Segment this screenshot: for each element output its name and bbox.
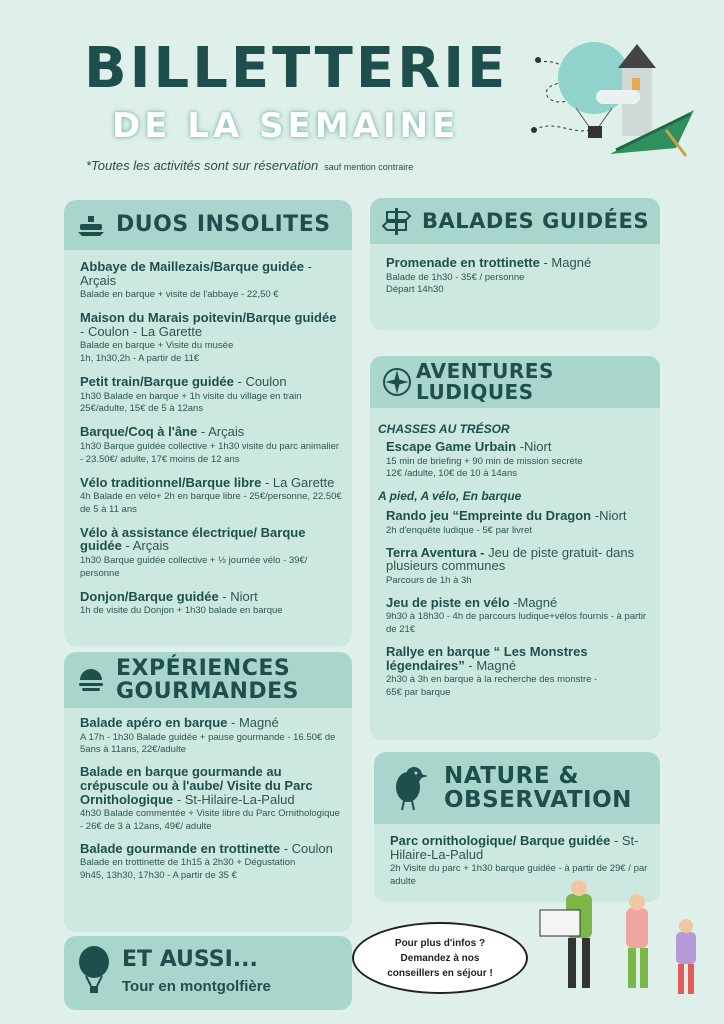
balades-guidees-panel bbox=[370, 198, 660, 330]
list-item bbox=[80, 476, 342, 517]
list-item bbox=[80, 526, 342, 581]
aventures-ludiques-title: AVENTURES LUDIQUES bbox=[416, 359, 554, 404]
aventures-ludiques-header bbox=[370, 356, 660, 408]
list-item bbox=[386, 440, 650, 481]
activity-location: - Magné bbox=[231, 715, 279, 730]
activity-title: Barque/Coq à l'âne bbox=[80, 424, 198, 440]
activity-name bbox=[80, 765, 342, 806]
compass-icon bbox=[382, 367, 412, 397]
activity-title: Maison du Marais poitevin/Barque guidée bbox=[80, 310, 337, 326]
activity-location: - La Garette bbox=[264, 474, 335, 490]
header-illustration bbox=[526, 38, 706, 168]
aventures-ludiques-content bbox=[370, 408, 660, 700]
duos-insolites-list bbox=[64, 250, 352, 618]
activity-description: 1h30 Barque guidée collective + ½ journée vélo - 39€/ personne bbox=[80, 555, 308, 579]
list-item bbox=[80, 842, 342, 883]
experiences-gourmandes-title bbox=[116, 657, 299, 703]
subtitle-note: sauf mention contraire bbox=[324, 162, 414, 172]
nature-observation-title bbox=[444, 764, 632, 812]
list-item bbox=[386, 509, 650, 537]
activity-location: - Magné bbox=[468, 657, 517, 673]
list-item bbox=[386, 596, 650, 637]
activity-title: Petit train/Barque guidée bbox=[80, 374, 234, 389]
nature-observation-header bbox=[374, 752, 660, 824]
activity-name bbox=[80, 260, 342, 287]
activity-title: Rando jeu “Empreinte du Dragon bbox=[386, 508, 592, 524]
activity-title: Rallye en barque “ Les Monstres légendaires” bbox=[386, 644, 588, 673]
activity-name bbox=[80, 425, 342, 439]
signpost-icon bbox=[382, 206, 412, 236]
activity-title: Parc ornithologique/ Barque guidée bbox=[390, 833, 611, 848]
activity-title: Balade en barque gourmande au crépuscule ou à l'aube/ Visite du Parc Ornithologique bbox=[80, 764, 313, 807]
activity-title: Donjon/Barque guidée bbox=[80, 588, 219, 604]
bubble-line2: Demandez à nos bbox=[400, 952, 480, 964]
bubble-line3: conseillers en séjour ! bbox=[387, 967, 493, 979]
activity-location: - Arçais bbox=[125, 538, 169, 554]
list-item bbox=[386, 256, 650, 297]
experiences-title-line2: GOURMANDES bbox=[116, 679, 300, 704]
experiences-title-line1: EXPÉRIENCES bbox=[116, 655, 291, 681]
category-chasses-tresor: CHASSES AU TRÉSOR bbox=[378, 422, 510, 436]
activity-title: Vélo traditionnel/Barque libre bbox=[80, 474, 262, 490]
experiences-gourmandes-list bbox=[64, 708, 352, 883]
list-item bbox=[80, 765, 342, 834]
category-a-pied-velo-barque: A pied, A vélo, En barque bbox=[378, 489, 522, 504]
activity-name bbox=[80, 375, 342, 389]
activity-name bbox=[80, 590, 342, 604]
activity-description: Balade en barque + Visite du musée 1h, 1h30,2h - A partir de 11€ bbox=[80, 340, 234, 365]
activity-location: Jeu de piste gratuit- dans plusieurs communes bbox=[386, 544, 635, 574]
activity-name bbox=[386, 645, 650, 672]
activity-title: Vélo à assistance électrique/ Barque guidée bbox=[80, 524, 306, 554]
a-pied-velo-barque-list bbox=[370, 509, 660, 700]
balades-guidees-title: BALADES GUIDÉES bbox=[422, 208, 649, 233]
chasses-tresor-list bbox=[370, 440, 660, 481]
boat-icon bbox=[76, 210, 106, 240]
activity-description: 2h d'enquête ludique - 5€ par livret bbox=[386, 524, 532, 536]
list-item bbox=[80, 716, 342, 757]
list-item bbox=[386, 546, 650, 588]
balades-guidees-list bbox=[370, 244, 660, 297]
activity-location: - Magné bbox=[543, 255, 592, 270]
activity-name bbox=[80, 526, 342, 553]
activity-location: - Coulon bbox=[237, 374, 287, 389]
list-item bbox=[80, 590, 342, 618]
activity-name bbox=[386, 546, 650, 573]
activity-location: - Arçais bbox=[200, 424, 245, 440]
experiences-gourmandes-panel bbox=[64, 652, 352, 932]
activity-description: 2h Visite du parc + 1h30 barque guidée - à partir de 29€ / par adulte bbox=[390, 863, 648, 888]
sunset-icon bbox=[76, 665, 106, 695]
et-aussi-title: ET AUSSI... bbox=[122, 947, 258, 972]
bubble-line1: Pour plus d'infos ? bbox=[394, 937, 486, 949]
activity-name bbox=[390, 834, 650, 861]
activity-location: -Niort bbox=[594, 508, 627, 524]
activity-title: Balade gourmande en trottinette bbox=[80, 840, 281, 856]
activity-title: Terra Aventura - bbox=[386, 544, 485, 560]
page-title-line2: DE LA SEMAINE bbox=[112, 106, 460, 146]
activity-description: 4h Balade en vélo+ 2h en barque libre - 25€/personne, 22.50€ de 5 à 11 ans bbox=[80, 491, 342, 515]
et-aussi-panel bbox=[64, 936, 352, 1010]
activity-name bbox=[80, 311, 342, 338]
list-item bbox=[80, 375, 342, 416]
activity-name bbox=[386, 256, 650, 270]
hot-air-balloon-icon bbox=[78, 946, 110, 996]
activity-location: -Niort bbox=[519, 439, 552, 454]
activity-description: 1h30 Balade en barque + 1h visite du village en train 25€/adulte, 15€ de 5 à 12ans bbox=[80, 390, 302, 415]
page-title: BILLETTERIE bbox=[84, 36, 509, 101]
subtitle bbox=[86, 158, 413, 173]
activity-title: Abbaye de Maillezais/Barque guidée bbox=[80, 259, 304, 274]
list-item bbox=[80, 425, 342, 466]
experiences-gourmandes-header bbox=[64, 652, 352, 708]
activity-location: - Coulon bbox=[283, 840, 333, 856]
activity-description: 15 min de briefing + 90 min de mission secrète 12€ /adulte, 10€ de 10 à 14ans bbox=[386, 455, 583, 480]
activity-location: - St-Hilaire-La-Palud bbox=[390, 833, 639, 862]
et-aussi-item: Tour en montgolfière bbox=[122, 978, 271, 995]
activity-name bbox=[80, 842, 342, 856]
activity-name bbox=[386, 509, 650, 523]
info-speech-bubble bbox=[352, 922, 528, 994]
activity-description: 4h30 Balade commentée + Visite libre du Parc Ornithologique - 26€ de 3 à 12ans, 49€/ adulte bbox=[80, 808, 340, 832]
list-item bbox=[80, 311, 342, 366]
activity-title: Promenade en trottinette bbox=[386, 255, 540, 270]
activity-description: Balade en barque + visite de l'abbaye - 22,50 € bbox=[80, 289, 279, 301]
activity-description: A 17h - 1h30 Balade guidée + pause gourmande - 16.50€ de 5ans à 11ans, 22€/adulte bbox=[80, 731, 336, 756]
activity-description: Parcours de 1h à 3h bbox=[386, 575, 472, 586]
activity-name bbox=[80, 716, 342, 730]
activity-location: - Arçais bbox=[80, 259, 312, 288]
hikers-illustration bbox=[536, 880, 716, 1020]
activity-description: 1h30 Barque guidée collective + 1h30 visite du parc animalier - 23.50€/ adulte, 17€ moins de 12 ans bbox=[80, 440, 340, 465]
activity-name bbox=[386, 596, 650, 610]
duos-insolites-header bbox=[64, 200, 352, 250]
activity-description: Balade de 1h30 - 35€ / personne Départ 14h30 bbox=[386, 271, 525, 296]
activity-location: - Niort bbox=[222, 588, 258, 604]
activity-location: -Magné bbox=[513, 594, 558, 610]
list-item bbox=[386, 645, 650, 700]
activity-title: Escape Game Urbain bbox=[386, 439, 517, 454]
activity-name bbox=[386, 440, 650, 454]
subtitle-text: *Toutes les activités sont sur réservation bbox=[86, 158, 319, 173]
nature-title-line1: NATURE & bbox=[444, 762, 580, 789]
nature-title-line2: OBSERVATION bbox=[444, 787, 632, 813]
list-item bbox=[80, 260, 342, 302]
balades-guidees-header bbox=[370, 198, 660, 244]
activity-description: 1h de visite du Donjon + 1h30 balade en barque bbox=[80, 605, 283, 617]
duos-insolites-title: DUOS INSOLITES bbox=[116, 212, 331, 238]
bird-icon bbox=[390, 765, 428, 811]
activity-description: Balade en trottinette de 1h15 à 2h30 + Dégustation 9h45, 13h30, 17h30 - A partir de 35 € bbox=[80, 857, 296, 882]
activity-description: 2h30 à 3h en barque à la recherche des monstre - 65€ par barque bbox=[386, 674, 598, 699]
activity-location: - St-Hilaire-La-Palud bbox=[176, 791, 295, 807]
duos-insolites-panel bbox=[64, 200, 352, 646]
activity-name bbox=[80, 476, 342, 490]
aventures-ludiques-panel bbox=[370, 356, 660, 740]
activity-title: Balade apéro en barque bbox=[80, 715, 228, 730]
activity-location: - Coulon - La Garette bbox=[80, 323, 203, 339]
activity-title: Jeu de piste en vélo bbox=[386, 594, 510, 610]
activity-description: 9h30 à 18h30 - 4h de parcours ludique+vélos fournis - à partir de 21€ bbox=[386, 611, 647, 636]
